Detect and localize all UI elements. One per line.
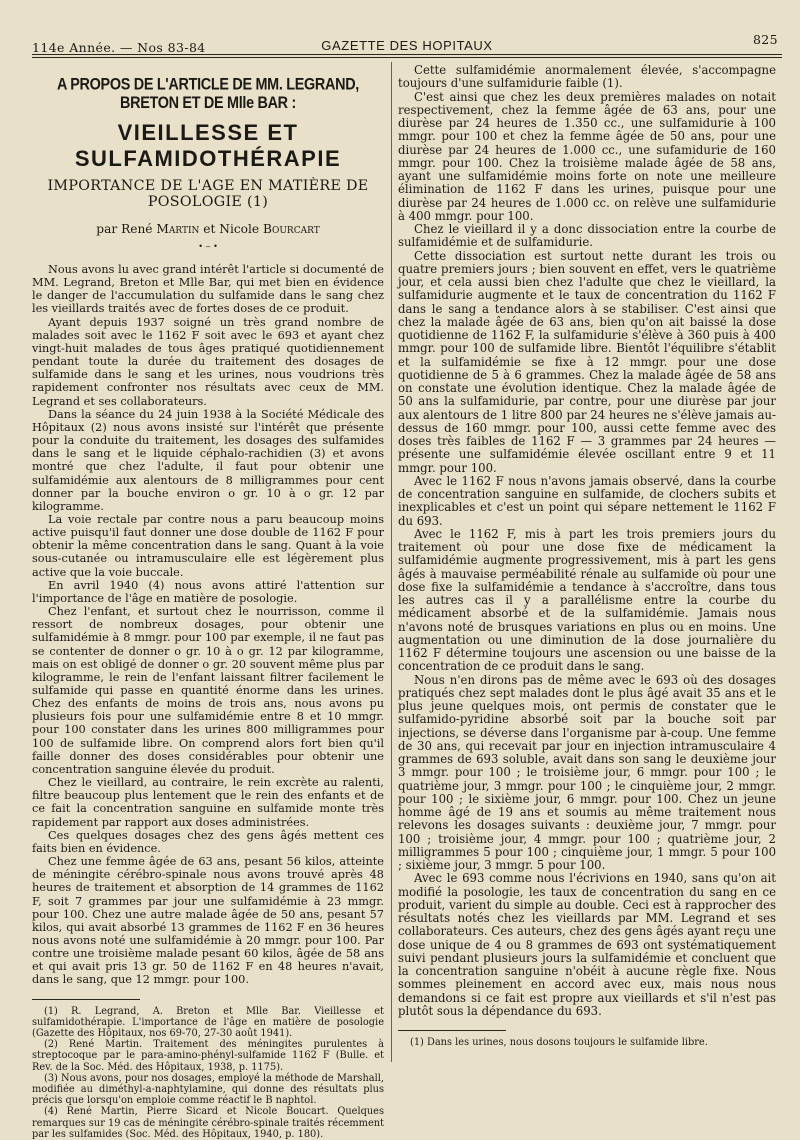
column-divider xyxy=(391,62,392,1062)
author-bourcart: Bourcart xyxy=(263,222,320,236)
footnote-rule xyxy=(398,1030,506,1031)
right-paragraph: C'est ainsi que chez les deux premières malades on notait respectivement, chez la femme âgée de 63 ans, pour une diurèse par 24 heures de 1.350 cc., une sulfamidurie à 100 mmgr. pour 100 et chez la femme âgée de 50 ans, pour une diurèse par 24 heures de 1.000 cc., une sufamidurie de 160 mmgr. pour 100. Chez la troisième malade âgée de 58 ans, ayant une sulfamidémie moins forte on note une meilleure élimination de 1162 F dans les urines, puisque pour une diurèse par 24 heures de 1.000 cc. on relève une sulfamidurie à 400 mmgr. pour 100. xyxy=(398,89,776,223)
right-paragraph: Cette dissociation est surtout nette durant les trois ou quatre premiers jours ; bien souvent en effet, vers le quatrième jour, et cela aussi bien chez l'adulte que chez le vieillard, la sulfamidurie augmente et le taux de concentration du 1162 F dans le sang a tendance alors à se stabiliser. C'est ainsi que chez la malade âgée de 63 ans, bien qu'on ait baissé la dose quotidienne de 1162 F, la sulfamidurie s'élève à 360 puis à 400 mmgr. pour 100 de sulfamide libre. Bientôt l'équilibre s'établit et la sulfamidémie se fixe à 12 mmgr. pour une dose quotidienne de 5 à 6 grammes. Chez la malade âgée de 58 ans on constate une évolution identique. Chez la malade âgée de 50 ans la sulfamidurie, par contre, pour une diurèse par jour aux alentours de 1 litre 800 par 24 heures ne s'élève jamais au-dessus de 160 mmgr. pour 100, aussi cette femme avec des doses très faibles de 1162 F — 3 grammes par 24 heures — présente une sulfamidémie élevée oscillant entre 9 et 11 mmgr. pour 100. xyxy=(398,248,776,475)
footnote: (1) R. Legrand, A. Breton et Mlle Bar. Vieillesse et sulfamidothérapie. L'importance de l'âge en matière de posologie (Gazette des Hôpitaux, nos 69-70, 27-30 août 1941). xyxy=(32,1005,384,1039)
left-paragraph: Ayant depuis 1937 soigné un très grand nombre de malades soit avec le 1162 F soit avec le 693 et ayant chez vingt-huit malades de tous âges pratiqué quotidiennement pendant toute la durée du traitement des dosages de sulfamide dans le sang et les urines, nous voudrions très rapidement confronter nos résultats avec ceux de MM. Legrand et ses collaborateurs. xyxy=(32,315,384,408)
left-paragraph: Ces quelques dosages chez des gens âgés mettent ces faits bien en évidence. xyxy=(32,828,384,855)
byline: par René Martin et Nicole Bourcart xyxy=(96,222,320,236)
author-martin: Martin xyxy=(156,222,200,236)
left-paragraph: En avril 1940 (4) nous avons attiré l'attention sur l'importance de l'âge en matière de posologie. xyxy=(32,578,384,605)
ornament: • ‒ • xyxy=(198,242,218,251)
left-paragraph: Chez le vieillard, au contraire, le rein excrète au ralenti, filtre beaucoup plus lentement que le rein des enfants et de ce fait la concentration sanguine en sulfamide monte très rapidement par rapport aux doses administrées. xyxy=(32,776,384,829)
left-paragraph: Chez une femme âgée de 63 ans, pesant 56 kilos, atteinte de méningite cérébro-spinale nous avons trouvé après 48 heures de traitement et absorption de 14 grammes de 1162 F, soit 7 grammes par jour une sulfamidémie à 23 mmgr. pour 100. Chez une autre malade âgée de 50 ans, pesant 57 kilos, qui avait absorbé 13 grammes de 1162 F en 36 heures nous avons noté une sulfamidémie à 20 mmgr. pour 100. Par contre une troisième malade pesant 60 kilos, âgée de 58 ans et qui avait pris 13 gr. 50 de 1162 F en 48 heures n'avait, dans le sang, que 12 mmgr. pour 100. xyxy=(32,855,384,987)
left-column xyxy=(32,64,384,1140)
page-number: 825 xyxy=(752,32,778,47)
left-paragraph: Dans la séance du 24 juin 1938 à la Société Médicale des Hôpitaux (2) nous avons insisté sur l'intérêt que présente pour la conduite du traitement, les dosages des sulfamides dans le sang et le liquide céphalo-rachidien (3) et avons montré que chez l'adulte, il faut pour obtenir une sulfamidémie aux alentours de 8 milligrammes pour cent donner par la bouche environ o gr. 10 à o gr. 12 par kilogramme. xyxy=(32,407,384,513)
article-subtitle: IMPORTANCE DE L'AGE EN MATIÈRE DE POSOLOGIE (1) xyxy=(47,178,369,210)
footnote: (1) Dans les urines, nous dosons toujours le sulfamide libre. xyxy=(410,1037,708,1048)
left-footnotes xyxy=(32,1006,384,1140)
right-paragraph: Nous n'en dirons pas de même avec le 693 où des dosages pratiqués chez sept malades dont le plus âgé avait 35 ans et le plus jeune quelques mois, ont permis de constater que le sulfamido-pyridine absorbé soit par la bouche soit par injections, se déverse dans l'organisme par à-coup. Une femme de 30 ans, qui recevait par jour en injection intramusculaire 4 grammes de 693 soluble, avait dans son sang le deuxième jour 3 mmgr. pour 100 ; le troisième jour, 6 mmgr. pour 100 ; le quatrième jour, 3 mmgr. pour 100 ; le cinquième jour, 2 mmgr. pour 100 ; le sixième jour, 6 mmgr. pour 100. Chez un jeune homme âgé de 19 ans et soumis au même traitement nous relevons les dosages suivants : deuxième jour, 7 mmgr. pour 100 ; troisième jour, 4 mmgr. pour 100 ; quatrième jour, 2 milligrammes 5 pour 100 ; cinquième jour, 1 mmgr. 5 pour 100 ; sixième jour, 3 mmgr. 5 pour 100. xyxy=(398,672,776,872)
running-head xyxy=(32,32,782,55)
right-paragraph: Avec le 693 comme nous l'écrivions en 1940, sans qu'on ait modifié la posologie, les taux de concentration du sang en ce produit, varient du simple au double. Ceci est à rapprocher des résultats notés chez les vieillards par MM. Legrand et ses collaborateurs. Ces auteurs, chez des gens âgés ayant reçu une dose unique de 4 ou 8 grammes de 693 ont systématiquement suivi pendant plusieurs jours la sulfamidémie et concluent que la concentration sanguine n'obéit à aucune règle fixe. Nous sommes pleinement en accord avec eux, mais nous nous demandons si ce fait est propre aux vieillards et s'il n'est pas plutôt sous la dépendance du 693. xyxy=(398,871,776,1018)
footnote-rule xyxy=(32,999,140,1000)
journal-title: GAZETTE DES HOPITAUX xyxy=(321,38,493,53)
right-paragraph: Avec le 1162 F nous n'avons jamais observé, dans la courbe de concentration sanguine en sulfamide, de clochers subits et inexplicables et c'est un point qui sépare nettement le 1162 F du 693. xyxy=(398,473,776,528)
left-paragraph: Nous avons lu avec grand intérêt l'article si documenté de MM. Legrand, Breton et Mlle Bar, qui met bien en évidence le danger de l'accumulation du sulfamide dans le sang chez les vieillards traités avec de fortes doses de ce produit. xyxy=(32,263,384,316)
header-rule-2 xyxy=(32,57,782,58)
article-kicker: A PROPOS DE L'ARTICLE DE MM. LEGRAND, BRETON ET DE Mlle BAR : xyxy=(57,75,359,113)
right-paragraph: Cette sulfamidémie anormalement élevée, s'accompagne toujours d'une sulfamidurie faible (1). xyxy=(398,63,776,91)
right-paragraph: Avec le 1162 F, mis à part les trois premiers jours du traitement où pour une dose fixe de médicament la sulfamidémie augmente progressivement, mis à part les gens âgés à mauvaise perméabilité rénale au sulfamide où pour une dose fixe la sulfamidémie a tendance à s'accroître, dans tous les autres cas il y a parallélisme entre la courbe du médicament absorbé et de la sulfamidémie. Jamais nous n'avons noté de brusques variations en plus ou en moins. Une augmentation ou une diminution de la dose journalière du 1162 F détermine toujours une ascension ou une baisse de la concentration de ce produit dans le sang. xyxy=(398,526,776,674)
issue-number: 114e Année. — Nos 83-84 xyxy=(32,40,206,55)
left-paragraph: La voie rectale par contre nous a paru beaucoup moins active puisqu'il faut donner une dose double de 1162 F pour obtenir la même concentration dans le sang. Quant à la voie sous-cutanée ou intramusculaire elle est légèrement plus active que la voie buccale. xyxy=(32,512,384,579)
footnote: (4) René Martin, Pierre Sicard et Nicole Boucart. Quelques remarques sur 19 cas de méningite cérébro-spinale traités récemment par les sulfamides (Soc. Méd. des Hôpitaux, 1940, p. 180). xyxy=(32,1106,384,1140)
footnote: (2) René Martin. Traitement des méningites purulentes à streptocoque par le para-amino-phényl-sulfamide 1162 F (Bulle. et Rev. de la Soc. Méd. des Hôpitaux, 1938, p. 1175). xyxy=(32,1039,384,1073)
right-footnotes xyxy=(398,1037,776,1048)
right-column xyxy=(398,64,776,1048)
article-title: VIEILLESSE ET SULFAMIDOTHÉRAPIE xyxy=(74,120,342,171)
left-paragraph: Chez l'enfant, et surtout chez le nourrisson, comme il ressort de nombreux dosages, pour obtenir une sulfamidémie à 8 mmgr. pour 100 par exemple, il ne faut pas se contenter de donner o gr. 10 à o gr. 12 par kilogramme, mais on est obligé de donner o gr. 20 souvent même plus par kilogramme, le rein de l'enfant laissant filtrer facilement le sulfamide qui passe en quantité énorme dans les urines. Chez des enfants de moins de trois ans, nous avons pu plusieurs fois pour une sulfamidémie entre 8 et 10 mmgr. pour 100 constater dans les urines 800 milligrammes pour 100 de sulfamide libre. On comprend alors fort bien qu'il faille donner des doses considérables pour obtenir une concentration sanguine élevée du produit. xyxy=(32,605,384,776)
right-paragraph: Chez le vieillard il y a donc dissociation entre la courbe de sulfamidémie et de sulfamidurie. xyxy=(398,222,776,250)
footnote: (3) Nous avons, pour nos dosages, employé la méthode de Marshall, modifiée au diméthyl-a-naphtylamine, qui donne des résultats plus précis que lorsqu'on emploie comme réactif le B naphtol. xyxy=(32,1072,384,1107)
header-rule xyxy=(32,54,782,55)
